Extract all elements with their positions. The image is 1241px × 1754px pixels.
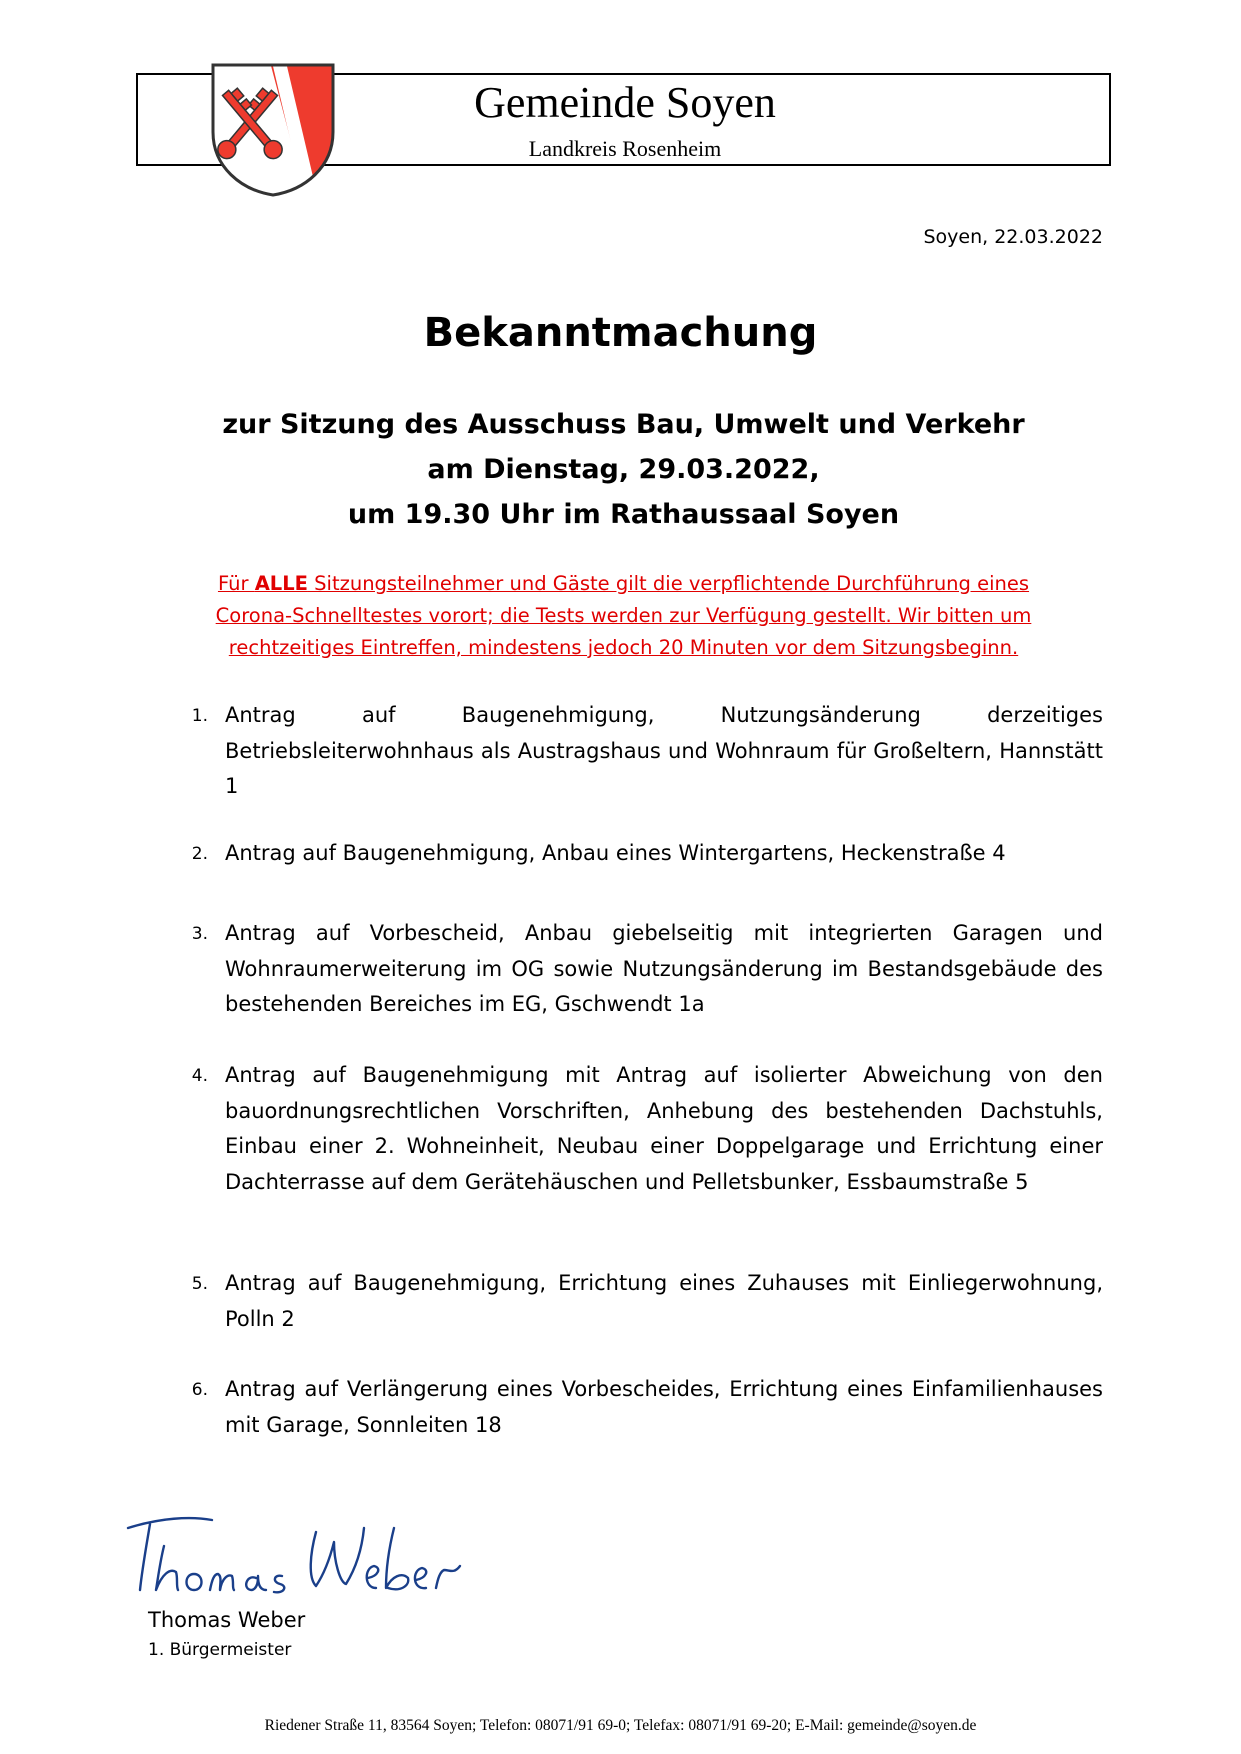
agenda-text: Antrag auf Baugenehmigung, Anbau eines Wintergartens, Heckenstraße 4 — [225, 841, 1006, 865]
agenda-text: Antrag auf Baugenehmigung, Nutzungsänderung derzeitiges Betriebsleiterwohnhaus als Austragshaus und Wohnraum für Großeltern, Hannstätt 1 — [225, 703, 1103, 798]
notice-emphasis: ALLE — [254, 572, 308, 595]
covid-notice — [136, 568, 1111, 664]
footer-contact: Riedener Straße 11, 83564 Soyen; Telefon: 08071/91 69-0; Telefax: 08071/91 69-20; E-Mail: gemeinde@soyen.de — [264, 1717, 977, 1734]
signer-name: Thomas Weber — [148, 1608, 306, 1632]
meeting-time-place: um 19.30 Uhr im Rathaussaal Soyen — [347, 499, 900, 530]
handwritten-signature — [120, 1498, 490, 1608]
agenda-text: Antrag auf Baugenehmigung, Errichtung eines Zuhauses mit Einliegerwohnung, Polln 2 — [225, 1271, 1103, 1331]
notice-text: rechtzeitiges Eintreffen, mindestens jedoch 20 Minuten vor dem Sitzungsbeginn. — [228, 636, 1019, 659]
agenda-text: Antrag auf Verlängerung eines Vorbescheides, Errichtung eines Einfamilienhauses mit Garage, Sonnleiten 18 — [225, 1377, 1103, 1437]
notice-text: Sitzungsteilnehmer und Gäste gilt die verpflichtende Durchführung eines — [307, 572, 1030, 595]
agenda-text: Antrag auf Vorbescheid, Anbau giebelseitig mit integrierten Garagen und Wohnraumerweiterung im OG sowie Nutzungsänderung im Bestandsgebäude des bestehenden Bereiches im EG, Gschwendt 1a — [225, 921, 1103, 1016]
agenda-text: Antrag auf Baugenehmigung mit Antrag auf isolierter Abweichung von den bauordnungsrechtlichen Vorschriften, Anhebung des bestehenden Dachstuhls, Einbau einer 2. Wohneinheit, Neubau einer Doppelgarage und Errichtung einer Dachterrasse auf dem Gerätehäuschen und Pelletsbunker, Essbaumstraße 5 — [225, 1063, 1103, 1194]
signer-role: 1. Bürgermeister — [148, 1640, 292, 1660]
meeting-date: am Dienstag, 29.03.2022, — [427, 454, 820, 485]
agenda-number: 4. — [191, 1066, 208, 1086]
notice-text: Corona-Schnelltestes vorort; die Tests werden zur Verfügung gestellt. Wir bitten um — [215, 604, 1032, 627]
municipality-name: Gemeinde Soyen — [474, 78, 776, 127]
agenda-number: 2. — [191, 844, 208, 864]
district-name: Landkreis Rosenheim — [528, 136, 722, 161]
agenda-number: 3. — [191, 924, 208, 944]
agenda-number: 6. — [191, 1380, 208, 1400]
document-date: Soyen, 22.03.2022 — [923, 226, 1103, 248]
document-title: Bekanntmachung — [423, 310, 818, 356]
agenda-number: 1. — [191, 706, 208, 726]
agenda-number: 5. — [191, 1274, 208, 1294]
coat-of-arms-icon — [210, 62, 336, 198]
meeting-info — [136, 402, 1111, 537]
notice-text: Für — [217, 572, 255, 595]
meeting-committee: zur Sitzung des Ausschuss Bau, Umwelt und Verkehr — [222, 409, 1025, 440]
